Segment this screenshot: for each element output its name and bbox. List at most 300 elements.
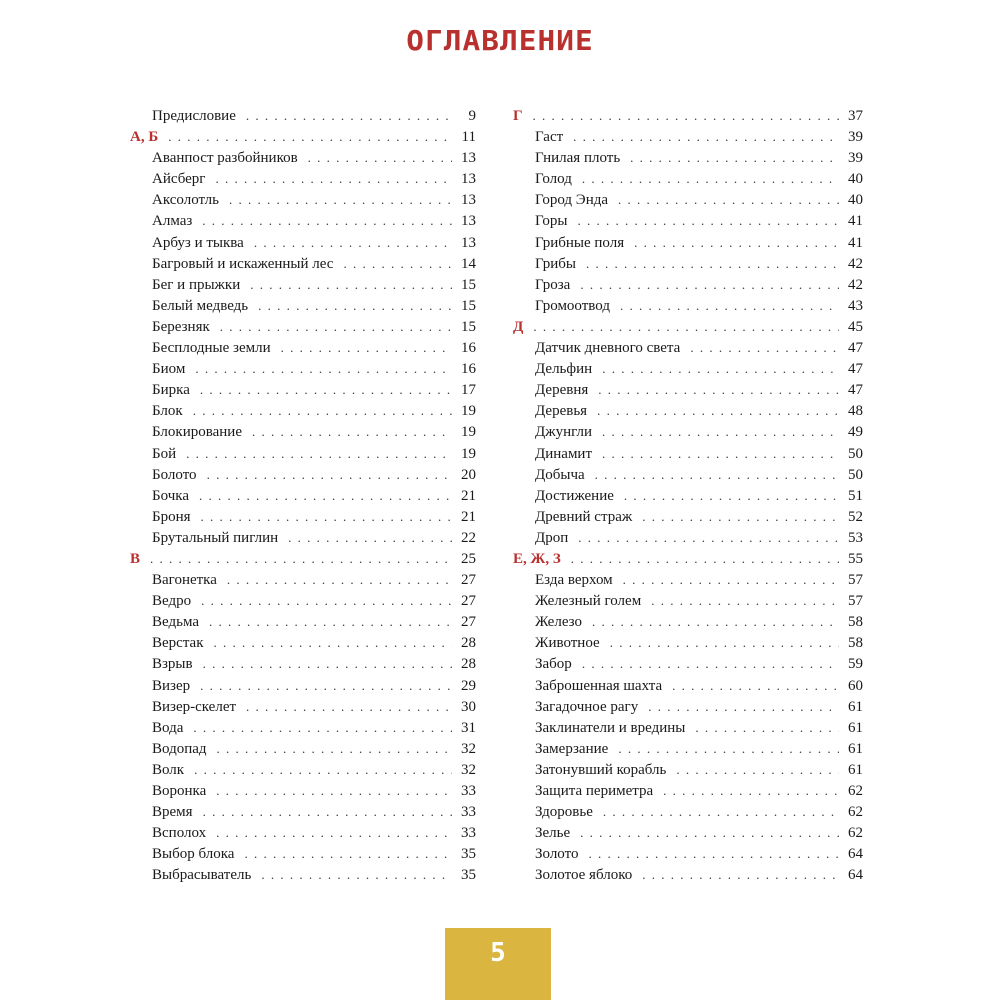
toc-entry-page: 62 (848, 804, 863, 821)
toc-entry-label: Алмаз (152, 213, 193, 230)
dot-leader (216, 822, 452, 843)
dot-leader (209, 611, 452, 632)
toc-entry-label: Джунгли (535, 424, 593, 441)
toc-entry-label: Зелье (535, 825, 571, 842)
dot-leader (215, 168, 452, 189)
toc-entry[interactable] (513, 443, 863, 464)
toc-entry-page: 61 (848, 740, 863, 757)
toc-entry-page: 50 (848, 466, 863, 483)
toc-entry-label: Е, Ж, З (513, 550, 561, 567)
dot-leader (571, 548, 839, 569)
dot-leader (672, 675, 839, 696)
dot-leader (214, 632, 452, 653)
toc-entry[interactable] (130, 843, 476, 864)
toc-entry[interactable] (130, 717, 476, 738)
dot-leader (676, 759, 839, 780)
toc-entry-label: Блокирование (152, 424, 242, 441)
toc-entry[interactable] (513, 632, 863, 653)
toc-entry-page: 13 (461, 192, 476, 209)
dot-leader (200, 379, 452, 400)
dot-leader (193, 717, 452, 738)
dot-leader (343, 253, 452, 274)
toc-entry[interactable] (130, 337, 476, 358)
toc-entry-page: 49 (848, 424, 863, 441)
toc-entry-page: 52 (848, 508, 863, 525)
dot-leader (203, 653, 452, 674)
toc-entry-page: 16 (461, 340, 476, 357)
dot-leader (592, 611, 839, 632)
toc-entry-label: Ведро (152, 593, 192, 610)
toc-entry-label: Белый медведь (152, 297, 249, 314)
toc-entry-page: 20 (461, 466, 476, 483)
toc-entry-label: Волк (152, 761, 185, 778)
toc-entry-label: Грибные поля (535, 234, 625, 251)
dot-leader (216, 780, 452, 801)
toc-entry-page: 58 (848, 635, 863, 652)
dot-leader (246, 696, 452, 717)
toc-entry[interactable] (130, 780, 476, 801)
toc-entry-label: Деревня (535, 382, 589, 399)
toc-entry-page: 57 (848, 572, 863, 589)
toc-entry-page: 33 (461, 783, 476, 799)
toc-entry-page: 21 (461, 487, 476, 504)
dot-leader (250, 274, 452, 295)
page-number-badge (445, 928, 551, 1000)
toc-entry-label: А, Б (130, 129, 159, 146)
toc-entry[interactable] (513, 506, 863, 527)
dot-leader (588, 843, 839, 864)
toc-entry[interactable] (130, 632, 476, 653)
toc-entry-label: Выбор блока (152, 846, 235, 863)
toc-entry[interactable] (513, 653, 863, 674)
toc-entry-page: 25 (461, 550, 476, 567)
toc-left-column (130, 105, 476, 885)
toc-entry-label: Дроп (535, 529, 569, 546)
toc-entry-label: Вода (152, 719, 184, 736)
dot-leader (695, 717, 839, 738)
toc-section-heading[interactable] (513, 548, 863, 569)
dot-leader (603, 801, 839, 822)
toc-entry-page: 37 (848, 108, 863, 124)
toc-entry-label: Бочка (152, 487, 189, 504)
toc-entry-page: 14 (461, 255, 476, 272)
toc-entry-label: Блок (152, 403, 183, 420)
toc-section-heading[interactable] (130, 548, 476, 569)
page-title: ОГЛАВЛЕНИЕ (406, 24, 594, 57)
toc-entry[interactable] (130, 274, 476, 295)
toc-entry-label: Гроза (535, 276, 571, 293)
toc-entry-page: 30 (461, 698, 476, 715)
toc-entry-label: Динамит (535, 445, 593, 462)
toc-entry-page: 50 (848, 445, 863, 462)
dot-leader (207, 464, 452, 485)
toc-entry[interactable] (513, 253, 863, 274)
toc-entry[interactable] (130, 295, 476, 316)
toc-entry-page: 9 (468, 108, 476, 124)
dot-leader (586, 253, 839, 274)
toc-entry[interactable] (513, 527, 863, 548)
toc-entry-page: 59 (848, 656, 863, 673)
toc-entry-label: Биом (152, 361, 186, 378)
toc-entry[interactable] (130, 696, 476, 717)
dot-leader (533, 316, 839, 337)
dot-leader (648, 696, 839, 717)
toc-entry-label: Гнилая плоть (535, 150, 621, 167)
toc-entry-page: 40 (848, 192, 863, 209)
toc-entry-page: 55 (848, 550, 863, 567)
toc-entry[interactable] (513, 590, 863, 611)
toc-entry-page: 11 (461, 129, 476, 146)
toc-entry[interactable] (513, 611, 863, 632)
toc-entry[interactable] (130, 232, 476, 253)
toc-entry-label: Затонувший корабль (535, 761, 667, 778)
toc-entry[interactable] (130, 358, 476, 379)
toc-section-heading[interactable] (513, 105, 863, 126)
toc-entry-label: Верстак (152, 635, 204, 652)
toc-entry[interactable] (513, 717, 863, 738)
toc-section-heading[interactable] (130, 126, 476, 147)
toc-entry-label: Добыча (535, 466, 585, 483)
toc-entry-label: Грибы (535, 255, 576, 272)
toc-entry[interactable] (513, 358, 863, 379)
toc-entry-page: 21 (461, 508, 476, 525)
toc-entry-page: 47 (848, 382, 863, 399)
dot-leader (201, 590, 452, 611)
toc-entry-page: 31 (461, 719, 476, 736)
toc-entry-page: 47 (848, 361, 863, 378)
dot-leader (651, 590, 839, 611)
toc-entry-label: Заброшенная шахта (535, 677, 663, 694)
toc-entry-page: 15 (461, 276, 476, 293)
toc-entry[interactable] (130, 506, 476, 527)
dot-leader (598, 379, 839, 400)
toc-entry-page: 16 (461, 361, 476, 378)
toc-entry-label: Выбрасыватель (152, 867, 252, 884)
toc-entry-page: 13 (461, 213, 476, 230)
toc-entry-label: Горы (535, 213, 568, 230)
toc-entry[interactable] (513, 232, 863, 253)
toc-entry[interactable] (513, 464, 863, 485)
dot-leader (618, 738, 839, 759)
toc-entry[interactable] (130, 801, 476, 822)
toc-entry-label: Вагонетка (152, 572, 217, 589)
dot-leader (227, 569, 452, 590)
toc-entry-page: 13 (461, 234, 476, 251)
toc-entry[interactable] (130, 443, 476, 464)
toc-entry[interactable] (130, 653, 476, 674)
toc-entry-page: 39 (848, 129, 863, 146)
dot-leader (577, 210, 839, 231)
dot-leader (200, 675, 452, 696)
toc-entry-label: Аксолотль (152, 192, 220, 209)
toc-entry-label: Визер (152, 677, 191, 694)
toc-entry-label: Железный голем (535, 593, 642, 610)
toc-entry-page: 19 (461, 424, 476, 441)
dot-leader (578, 527, 839, 548)
toc-entry-label: Загадочное рагу (535, 698, 639, 715)
toc-entry-page: 61 (848, 761, 863, 778)
dot-leader (642, 506, 839, 527)
toc-entry[interactable] (130, 105, 476, 126)
toc-entry[interactable] (513, 126, 863, 147)
dot-leader (195, 358, 452, 379)
toc-entry[interactable] (513, 147, 863, 168)
toc-entry-label: Г (513, 108, 523, 124)
toc-entry[interactable] (130, 316, 476, 337)
toc-entry-page: 19 (461, 403, 476, 420)
toc-entry-page: 64 (848, 846, 863, 863)
toc-entry-label: Бесплодные земли (152, 340, 271, 357)
dot-leader (690, 337, 839, 358)
toc-entry[interactable] (130, 168, 476, 189)
toc-entry[interactable] (513, 168, 863, 189)
page-number: 5 (490, 938, 506, 968)
toc-entry-label: Бег и прыжки (152, 276, 241, 293)
dot-leader (624, 485, 839, 506)
toc-entry[interactable] (513, 696, 863, 717)
dot-leader (194, 759, 452, 780)
dot-leader (186, 443, 452, 464)
dot-leader (217, 738, 452, 759)
toc-entry-page: 29 (461, 677, 476, 694)
toc-entry[interactable] (513, 189, 863, 210)
dot-leader (602, 421, 839, 442)
toc-entry-page: 32 (461, 761, 476, 778)
dot-leader (630, 147, 839, 168)
dot-leader (288, 527, 452, 548)
toc-entry-page: 48 (848, 403, 863, 420)
dot-leader (281, 337, 452, 358)
dot-leader (202, 210, 452, 231)
toc-entry-label: Аванпост разбойников (152, 150, 298, 167)
toc-entry-page: 41 (848, 234, 863, 251)
toc-entry-page: 27 (461, 572, 476, 589)
toc-entry-label: Деревья (535, 403, 588, 420)
dot-leader (254, 232, 452, 253)
toc-entry-page: 42 (848, 276, 863, 293)
toc-entry-label: Брутальный пиглин (152, 529, 279, 546)
toc-entry[interactable] (513, 801, 863, 822)
toc-entry-page: 62 (848, 825, 863, 842)
toc-entry-label: Воронка (152, 783, 207, 799)
toc-entry[interactable] (513, 274, 863, 295)
toc-entry-label: Время (152, 804, 193, 821)
toc-entry-page: 64 (848, 867, 863, 884)
toc-section-heading[interactable] (513, 316, 863, 337)
toc-entry-page: 51 (848, 487, 863, 504)
toc-entry-page: 28 (461, 635, 476, 652)
toc-entry-label: Датчик дневного света (535, 340, 681, 357)
toc-entry-page: 17 (461, 382, 476, 399)
toc-entry-label: Город Энда (535, 192, 609, 209)
toc-entry-page: 39 (848, 150, 863, 167)
toc-entry-page: 40 (848, 171, 863, 188)
toc-entry-page: 35 (461, 867, 476, 884)
toc-entry[interactable] (130, 738, 476, 759)
toc-entry[interactable] (513, 843, 863, 864)
toc-entry[interactable] (513, 780, 863, 801)
dot-leader (634, 232, 839, 253)
toc-entry-page: 33 (461, 804, 476, 821)
toc-entry-page: 60 (848, 677, 863, 694)
toc-entry-label: Д (513, 318, 524, 335)
toc-entry[interactable] (130, 759, 476, 780)
toc-entry[interactable] (513, 759, 863, 780)
toc-entry-label: Бой (152, 445, 177, 462)
toc-entry[interactable] (513, 421, 863, 442)
toc-entry-page: 32 (461, 740, 476, 757)
dot-leader (168, 126, 452, 147)
toc-entry-page: 33 (461, 825, 476, 842)
toc-entry[interactable] (513, 295, 863, 316)
toc-entry-label: Бирка (152, 382, 190, 399)
dot-leader (220, 316, 452, 337)
toc-entry-label: Водопад (152, 740, 207, 757)
toc-entry-page: 13 (461, 171, 476, 188)
toc-entry[interactable] (513, 864, 863, 885)
dot-leader (580, 822, 839, 843)
toc-entry-label: Багровый и искаженный лес (152, 255, 334, 272)
toc-entry[interactable] (130, 464, 476, 485)
toc-entry-page: 47 (848, 340, 863, 357)
toc-entry[interactable] (513, 675, 863, 696)
dot-leader (229, 189, 452, 210)
toc-entry-page: 42 (848, 255, 863, 272)
toc-entry[interactable] (130, 253, 476, 274)
dot-leader (623, 569, 839, 590)
toc-entry-page: 27 (461, 593, 476, 610)
toc-entry[interactable] (130, 421, 476, 442)
toc-entry-page: 35 (461, 846, 476, 863)
toc-entry-page: 43 (848, 297, 863, 314)
toc-entry-label: В (130, 550, 141, 567)
toc-entry[interactable] (130, 147, 476, 168)
dot-leader (602, 443, 839, 464)
dot-leader (261, 864, 452, 885)
toc-entry-label: Ведьма (152, 614, 199, 631)
toc-entry-label: Болото (152, 466, 197, 483)
toc-entry[interactable] (513, 822, 863, 843)
dot-leader (618, 189, 839, 210)
toc-entry[interactable] (130, 590, 476, 611)
toc-entry-label: Березняк (152, 318, 210, 335)
toc-entry-label: Здоровье (535, 804, 593, 821)
toc-entry-page: 22 (461, 529, 476, 546)
toc-entry-label: Заклинатели и вредины (535, 719, 686, 736)
toc-entry-label: Езда верхом (535, 572, 613, 589)
toc-entry-label: Гаст (535, 129, 564, 146)
dot-leader (582, 168, 839, 189)
dot-leader (610, 632, 839, 653)
dot-leader (602, 358, 839, 379)
toc-entry-label: Животное (535, 635, 600, 652)
dot-leader (597, 400, 839, 421)
toc-entry-page: 13 (461, 150, 476, 167)
toc-entry[interactable] (130, 400, 476, 421)
toc-entry-page: 27 (461, 614, 476, 631)
toc-entry[interactable] (130, 210, 476, 231)
dot-leader (533, 105, 839, 126)
toc-entry-page: 41 (848, 213, 863, 230)
toc-entry-page: 61 (848, 719, 863, 736)
toc-entry[interactable] (130, 485, 476, 506)
toc-entry[interactable] (513, 379, 863, 400)
toc-right-column (513, 105, 863, 885)
toc-entry-label: Золото (535, 846, 579, 863)
toc-entry-page: 58 (848, 614, 863, 631)
toc-entry[interactable] (130, 379, 476, 400)
toc-entry[interactable] (130, 611, 476, 632)
dot-leader (252, 421, 452, 442)
toc-entry-label: Защита периметра (535, 783, 654, 799)
toc-entry-label: Предисловие (152, 108, 236, 124)
toc-entry[interactable] (130, 569, 476, 590)
dot-leader (620, 295, 839, 316)
toc-entry-label: Арбуз и тыква (152, 234, 244, 251)
toc-entry-label: Броня (152, 508, 191, 525)
toc-entry-page: 62 (848, 783, 863, 799)
toc-entry-page: 45 (848, 318, 863, 335)
toc-entry-label: Достижение (535, 487, 614, 504)
toc-entry[interactable] (513, 210, 863, 231)
dot-leader (246, 105, 452, 126)
dot-leader (642, 864, 839, 885)
toc-entry-label: Дельфин (535, 361, 593, 378)
toc-entry-label: Громоотвод (535, 297, 610, 314)
dot-leader (150, 548, 452, 569)
toc-entry[interactable] (130, 822, 476, 843)
toc-entry[interactable] (130, 675, 476, 696)
toc-entry[interactable] (130, 864, 476, 885)
toc-entry-page: 28 (461, 656, 476, 673)
toc-entry-page: 15 (461, 318, 476, 335)
toc-entry[interactable] (130, 527, 476, 548)
toc-entry-label: Золотое яблоко (535, 867, 633, 884)
toc-entry[interactable] (513, 485, 863, 506)
dot-leader (595, 464, 839, 485)
toc-entry-label: Древний страж (535, 508, 633, 525)
toc-entry-page: 61 (848, 698, 863, 715)
toc-entry-page: 57 (848, 593, 863, 610)
toc-entry-page: 53 (848, 529, 863, 546)
toc-entry-label: Визер-скелет (152, 698, 237, 715)
toc-entry-label: Забор (535, 656, 572, 673)
dot-leader (201, 506, 452, 527)
dot-leader (193, 400, 452, 421)
toc-entry-label: Железо (535, 614, 582, 631)
toc-entry-label: Замерзание (535, 740, 609, 757)
toc-entry-page: 15 (461, 297, 476, 314)
dot-leader (573, 126, 839, 147)
toc-entry[interactable] (513, 400, 863, 421)
dot-leader (580, 274, 839, 295)
toc-entry[interactable] (513, 337, 863, 358)
dot-leader (258, 295, 452, 316)
dot-leader (308, 147, 452, 168)
toc-entry-label: Всполох (152, 825, 207, 842)
toc-entry-page: 19 (461, 445, 476, 462)
toc-entry-label: Голод (535, 171, 572, 188)
toc-entry[interactable] (513, 738, 863, 759)
dot-leader (582, 653, 839, 674)
dot-leader (199, 485, 452, 506)
toc-entry[interactable] (513, 569, 863, 590)
toc-entry[interactable] (130, 189, 476, 210)
dot-leader (203, 801, 452, 822)
dot-leader (663, 780, 839, 801)
toc-entry-label: Айсберг (152, 171, 206, 188)
toc-entry-label: Взрыв (152, 656, 193, 673)
